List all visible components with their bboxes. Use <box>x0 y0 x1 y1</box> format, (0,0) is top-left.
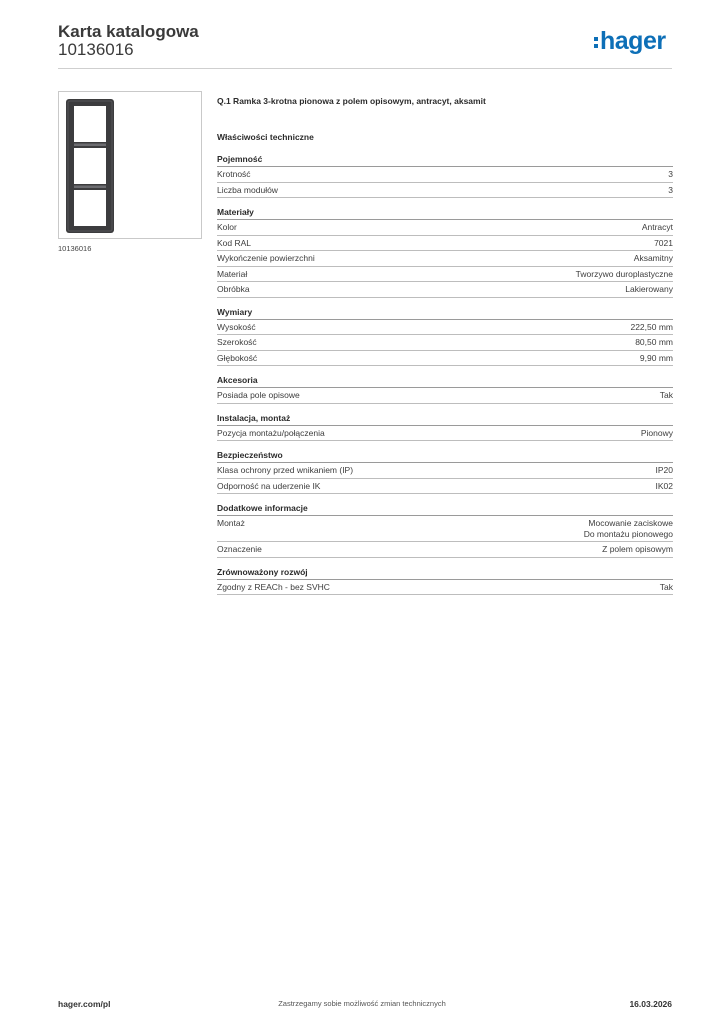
footer-date: 16.03.2026 <box>629 999 672 1009</box>
spec-label: Obróbka <box>217 284 250 294</box>
spec-value-line: IK02 <box>655 480 673 491</box>
spec-value-line: Tworzywo duroplastyczne <box>575 268 673 279</box>
spec-row <box>217 220 673 236</box>
spec-value <box>654 238 673 249</box>
logo-mark-icon <box>594 37 598 48</box>
spec-label: Głębokość <box>217 352 258 363</box>
header-divider <box>58 68 672 69</box>
spec-label: Krotność <box>217 169 251 179</box>
spec-value <box>660 390 673 401</box>
spec-value <box>625 284 673 295</box>
spec-value <box>656 465 674 476</box>
spec-section <box>217 154 673 198</box>
spec-label: Wykończenie powierzchni <box>217 253 315 263</box>
document-title: Karta katalogowa <box>58 22 199 41</box>
spec-row <box>217 282 673 298</box>
spec-row <box>217 516 673 542</box>
spec-label: Posiada pole opisowe <box>217 390 300 400</box>
spec-value-line: Tak <box>659 390 673 400</box>
spec-value-line: Do montażu pionowego <box>583 528 673 539</box>
spec-row <box>217 267 673 283</box>
spec-value <box>656 481 674 492</box>
section-title: Pojemność <box>217 154 673 167</box>
product-heading: Q.1 Ramka 3-krotna pionowa z polem opisowym, antracyt, aksamit <box>217 96 486 106</box>
hager-logo <box>594 26 666 56</box>
section-title: Akcesoria <box>217 375 673 388</box>
spec-row <box>217 167 673 183</box>
spec-label: Szerokość <box>217 337 257 347</box>
tech-properties-heading: Właściwości techniczne <box>217 132 314 142</box>
spec-value-line: Pionowy <box>640 427 673 438</box>
spec-section <box>217 307 673 367</box>
section-title: Wymiary <box>217 307 673 320</box>
spec-label: Liczba modułów <box>217 184 278 195</box>
spec-value <box>635 337 673 348</box>
image-caption: 10136016 <box>58 244 92 253</box>
spec-value-line: Aksamitny <box>633 253 673 263</box>
spec-row <box>217 335 673 351</box>
spec-label: Wysokość <box>217 321 256 332</box>
spec-value <box>576 269 673 280</box>
section-title: Dodatkowe informacje <box>217 503 673 516</box>
spec-value <box>634 253 673 264</box>
spec-row <box>217 183 673 199</box>
spec-row <box>217 542 673 558</box>
spec-value-line: Antracyt <box>641 222 673 232</box>
footer-notice: Zastrzegamy sobie możliwość zmian technicznych <box>278 999 446 1008</box>
spec-value-line: 3 <box>668 184 673 195</box>
spec-sections <box>217 154 673 595</box>
spec-value <box>630 322 673 333</box>
spec-section <box>217 450 673 494</box>
product-details <box>217 96 673 604</box>
spec-row <box>217 388 673 404</box>
section-title: Materiały <box>217 207 673 220</box>
section-title: Zrównoważony rozwój <box>217 567 673 580</box>
spec-value <box>668 185 673 196</box>
spec-row <box>217 463 673 479</box>
spec-label: Oznaczenie <box>217 544 262 554</box>
spec-label: Kolor <box>217 222 237 232</box>
spec-value <box>668 169 673 180</box>
footer-website: hager.com/pl <box>58 999 111 1009</box>
spec-section <box>217 567 673 596</box>
spec-value <box>602 544 673 555</box>
spec-label: Kod RAL <box>217 237 252 248</box>
switch-frame-icon <box>65 98 115 234</box>
spec-label: Montaż <box>217 518 245 528</box>
logo-text: hager <box>600 26 666 55</box>
document-number: 10136016 <box>58 40 134 59</box>
section-title: Bezpieczeństwo <box>217 450 673 463</box>
spec-section <box>217 207 673 298</box>
spec-row <box>217 236 673 252</box>
spec-section <box>217 503 673 558</box>
spec-row <box>217 426 673 442</box>
spec-row <box>217 251 673 267</box>
spec-label: Odporność na uderzenie IK <box>217 480 321 491</box>
spec-value-line: 222,50 mm <box>630 321 673 332</box>
spec-section <box>217 375 673 404</box>
spec-value-line: Lakierowany <box>625 284 673 294</box>
spec-value-line: 9,90 mm <box>639 352 673 363</box>
spec-label: Zgodny z REACh - bez SVHC <box>217 581 330 592</box>
spec-value <box>660 582 673 593</box>
spec-value-line: 80,50 mm <box>635 337 673 347</box>
spec-value <box>640 353 673 364</box>
spec-value <box>641 428 673 439</box>
spec-value-line: Tak <box>659 581 673 592</box>
spec-row <box>217 351 673 367</box>
spec-row <box>217 479 673 495</box>
spec-value-line: 3 <box>668 169 673 179</box>
section-title: Instalacja, montaż <box>217 413 673 426</box>
spec-label: Materiał <box>217 268 248 279</box>
spec-value-line: IP20 <box>655 465 673 475</box>
spec-value <box>584 518 673 539</box>
product-image <box>58 91 202 239</box>
spec-value <box>642 222 673 233</box>
spec-value-line: 7021 <box>654 237 673 248</box>
spec-row <box>217 320 673 336</box>
spec-value-line: Mocowanie zaciskowe <box>588 518 673 528</box>
spec-section <box>217 413 673 442</box>
spec-row <box>217 580 673 596</box>
spec-label: Pozycja montażu/połączenia <box>217 427 325 438</box>
spec-value-line: Z polem opisowym <box>602 544 673 554</box>
spec-label: Klasa ochrony przed wnikaniem (IP) <box>217 465 354 475</box>
